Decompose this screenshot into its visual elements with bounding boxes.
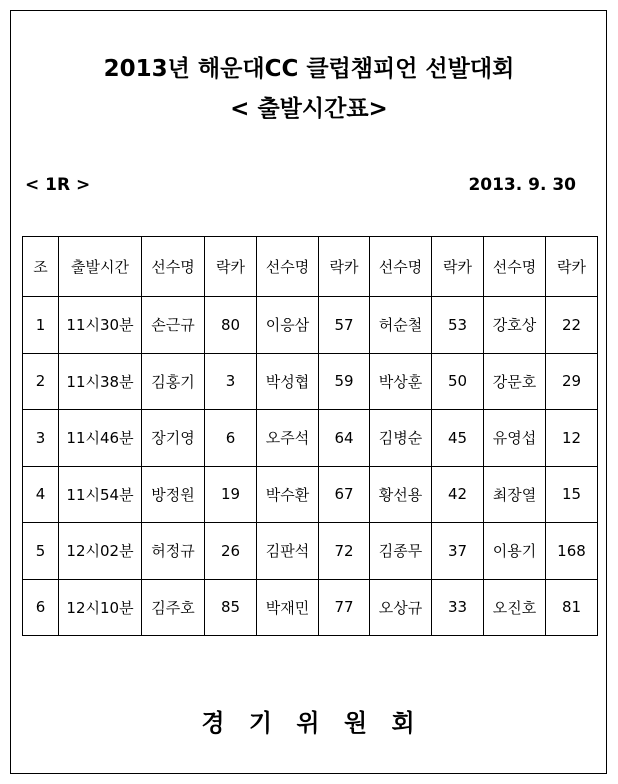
header-cell: 선수명 [142,237,205,297]
player-name-cell: 유영섭 [484,410,546,467]
locker-cell: 45 [432,410,484,467]
player-name-cell: 방정원 [142,466,205,523]
date-label: 2013. 9. 30 [468,175,576,195]
header-cell: 출발시간 [59,237,142,297]
locker-cell: 19 [205,466,257,523]
group-cell: 2 [23,353,59,410]
player-name-cell: 김주호 [142,579,205,636]
header-cell: 선수명 [257,237,319,297]
start-time-cell: 11시46분 [59,410,142,467]
player-name-cell: 김종무 [370,523,432,580]
start-time-cell: 11시30분 [59,297,142,354]
round-label: < 1R > [25,175,91,195]
player-name-cell: 박수환 [257,466,319,523]
player-name-cell: 최장열 [484,466,546,523]
player-name-cell: 오상규 [370,579,432,636]
locker-cell: 168 [546,523,598,580]
player-name-cell: 박상훈 [370,353,432,410]
player-name-cell: 황선용 [370,466,432,523]
header-cell: 조 [23,237,59,297]
start-time-cell: 11시54분 [59,466,142,523]
locker-cell: 29 [546,353,598,410]
locker-cell: 64 [319,410,370,467]
table-row [23,466,598,523]
page-title: 2013년 해운대CC 클럽챔피언 선발대회 [103,56,515,82]
page-subtitle: < 출발시간표> [230,96,388,122]
player-name-cell: 박성협 [257,353,319,410]
table-row [23,523,598,580]
locker-cell: 26 [205,523,257,580]
header-cell: 선수명 [370,237,432,297]
player-name-cell: 장기영 [142,410,205,467]
header-row [23,237,598,297]
locker-cell: 50 [432,353,484,410]
header-cell: 락카 [205,237,257,297]
locker-cell: 3 [205,353,257,410]
locker-cell: 67 [319,466,370,523]
locker-cell: 85 [205,579,257,636]
header-cell: 락카 [432,237,484,297]
locker-cell: 57 [319,297,370,354]
player-name-cell: 손근규 [142,297,205,354]
header-cell: 락카 [546,237,598,297]
header-cell: 락카 [319,237,370,297]
player-name-cell: 허순철 [370,297,432,354]
locker-cell: 37 [432,523,484,580]
group-cell: 1 [23,297,59,354]
locker-cell: 15 [546,466,598,523]
player-name-cell: 강문호 [484,353,546,410]
locker-cell: 53 [432,297,484,354]
tee-time-table [22,236,598,636]
player-name-cell: 이응삼 [257,297,319,354]
header-cell: 선수명 [484,237,546,297]
locker-cell: 80 [205,297,257,354]
player-name-cell: 이용기 [484,523,546,580]
locker-cell: 12 [546,410,598,467]
locker-cell: 6 [205,410,257,467]
table-row [23,353,598,410]
group-cell: 6 [23,579,59,636]
locker-cell: 81 [546,579,598,636]
player-name-cell: 오주석 [257,410,319,467]
locker-cell: 77 [319,579,370,636]
group-cell: 3 [23,410,59,467]
player-name-cell: 오진호 [484,579,546,636]
locker-cell: 59 [319,353,370,410]
group-cell: 5 [23,523,59,580]
table-row [23,579,598,636]
table-row [23,297,598,354]
locker-cell: 33 [432,579,484,636]
locker-cell: 72 [319,523,370,580]
player-name-cell: 김홍기 [142,353,205,410]
table-row [23,410,598,467]
committee-footer: 경 기 위 원 회 [201,709,417,737]
start-time-cell: 12시10분 [59,579,142,636]
start-time-cell: 11시38분 [59,353,142,410]
start-time-cell: 12시02분 [59,523,142,580]
locker-cell: 42 [432,466,484,523]
player-name-cell: 박재민 [257,579,319,636]
group-cell: 4 [23,466,59,523]
player-name-cell: 허정규 [142,523,205,580]
player-name-cell: 김병순 [370,410,432,467]
player-name-cell: 김판석 [257,523,319,580]
locker-cell: 22 [546,297,598,354]
player-name-cell: 강호상 [484,297,546,354]
